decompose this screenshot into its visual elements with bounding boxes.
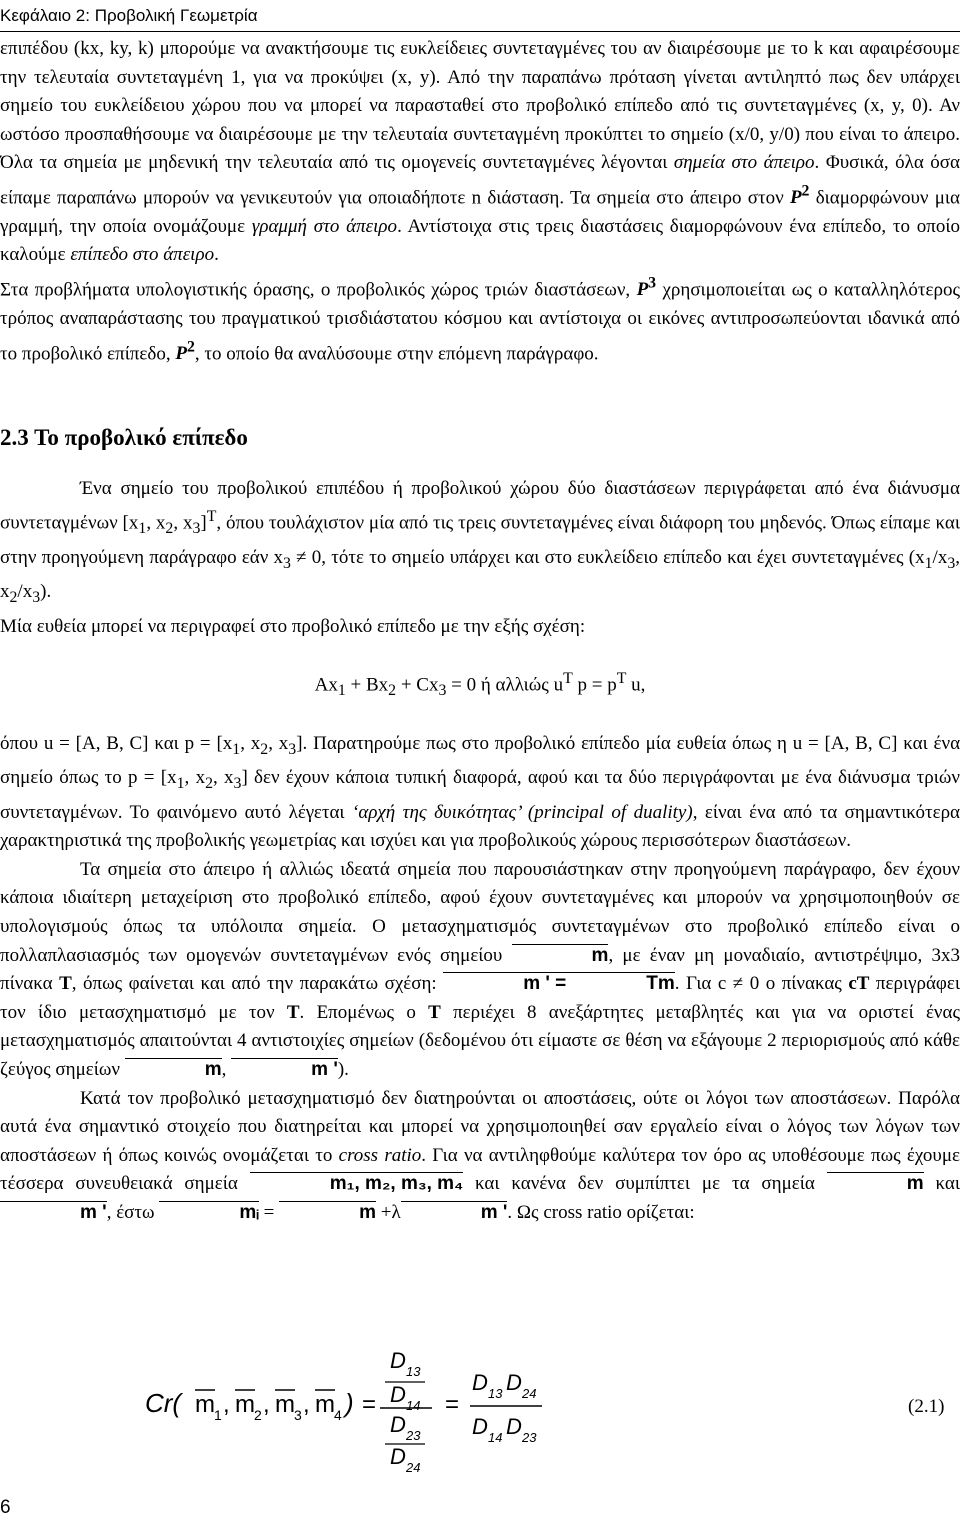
formula-args — [195, 1390, 342, 1423]
text: χρησιμοποιείται ως ο καταλληλότερος τρόπος αναπαράστασης του πραγματικού τρισδιάστατου κόσμου και αντίστοιχα οι εικόνες αντιπροσωπεύονται ιδανικά από το προβολικό επίπεδο, — [0, 279, 960, 364]
arg-m4: m — [315, 1391, 335, 1418]
transform-equation: m ' = Tm — [443, 973, 675, 994]
paragraph-3: Ένα σημείο του προβολικού επιπέδου ή προβολικού χώρου δύο διαστάσεων περιγράφεται από ένα διάνυσμα συντεταγμένων [$x_1$, $x_2$, $x_3]^T$, όπου τουλάχιστον μία από τις τρεις συντεταγμένες είναι διάφορη του μηδενός. Όπως είπαμε και στην προηγούμενη παράγραφο εάν $x_3 \ne 0$, τότε το σημείο υπάρχει και στο ευκλείδειο επίπεδο και έχει συντεταγμένες ($x_1/x_3$, $x_2/x_3$). — [0, 477, 960, 607]
svg-text:=: = — [362, 1391, 377, 1418]
D23: D — [390, 1412, 406, 1437]
svg-text:,: , — [303, 1391, 310, 1418]
D24-sub: 24 — [522, 1386, 537, 1401]
paragraph-6: Τα σημεία στο άπειρο ή αλλιώς ιδεατά σημεία που παρουσιάστηκαν στην προηγούμενη παράγραφο, δεν έχουν κάποια ιδιαίτερη μεταχείριση στο προβολικό επίπεδο, αφού έχουν συντεταγμένες και μπορούν να χρησιμοποιηθούν σε υπολογισμούς όπως τα υπόλοιπα σημεία. Ο μετασχηματισμός συντεταγμένων στο προβολικό επίπεδο είναι ο πολλαπλασιασμός των ομογενών συντεταγμένων ενός σημείου m, με έναν μη μοναδιαίο, αντιστρέψιμο, 3x3 πίνακα T, όπως φαίνεται και από την παρακάτω σχέση: m ' = Tm. Για c ≠ 0 ο πίνακας cT περιγράφει τον ίδιο μετασχηματισμό με τον T. Επομένως ο T περιέχει 8 ανεξάρτητες μεταβλητές και για να οριστεί ένας μετασχηματισμός απαιτούνται 4 αντιστοιχίες σημείων (δεδομένου ότι είμαστε σε θέση να εξάγουμε 2 περιορισμούς από κάθε ζεύγος σημείων m, m '). — [0, 856, 960, 1085]
D13-sub: 13 — [488, 1386, 503, 1401]
D23: D — [506, 1414, 522, 1439]
D14-sub: 14 — [488, 1430, 503, 1445]
superscript: 2 — [801, 182, 810, 200]
header-rule — [0, 31, 960, 32]
symbol-P: P — [175, 342, 187, 364]
D24-sub: 24 — [406, 1460, 421, 1475]
cross-ratio-formula — [0, 1340, 960, 1475]
text: επιπέδου (kx, ky, k) μπορούμε να ανακτήσουμε τις ευκλείδειες συντεταγμένες του αν διαιρέσουμε με το k και αφαιρέσουμε την τελευταία συντεταγμένη 1, για να προκύψει (x, y). Από την παραπάνω πρόταση γίνεται αντιληπτό πως δεν υπάρχει σημείο του ευκλείδειου χώρου που να μπορεί να παρασταθεί στο προβολικό επίπεδο από τις συντεταγμένες (x, y, 0). Αν ωστόσο προσπαθήσουμε να διαιρέσουμε με την τελευταία συντεταγμένη προκύπτει το σημείο (x/0, y/0) που είναι το άπειρο. Όλα τα σημεία με μηδενική την τελευταία από τις ομογενείς συντεταγμένες λέγονται — [0, 38, 960, 174]
paragraph-5: όπου u = [A, B, C] και $p = [x_1$, $x_2$, $x_3$]. Παρατηρούμε πως στο προβολικό επίπεδο μία ευθεία όπως η u = [A, B, C] και ένα σημείο όπως το $p = [x_1$, $x_2$, $x_3$] δεν έχουν κάποια τυπική διαφορά, αφού και τα δύο περιγράφονται με ένα διάνυσμα τριών συντεταγμένων. Το φαινόμενο αυτό λέγεται ‘αρχή της δυικότητας’ (principal of duality), είναι ένα από τα σημαντικότερα χαρακτηριστικά της προβολικής γεωμετρίας και ισχύει και για προβολικούς χώρους περισσότερων διαστάσεων. — [0, 732, 960, 852]
term-duality: ‘αρχή της δυικότητας’ (principal of duality) — [352, 801, 693, 823]
vector-m-prime: m ' — [231, 1056, 338, 1085]
matrix-cT: cT — [848, 973, 870, 995]
arg-m3: m — [275, 1391, 295, 1418]
arg-m1: m — [195, 1391, 215, 1418]
formula-cr: Cr( — [145, 1388, 182, 1418]
formula-close-paren: ) — [345, 1388, 354, 1418]
D23-sub: 23 — [522, 1430, 537, 1445]
vector-m: m — [827, 1170, 924, 1199]
D24: D — [506, 1370, 522, 1395]
term-line-at-infinity: γραμμή στο άπειρο — [251, 215, 398, 237]
arg-m2: m — [235, 1391, 255, 1418]
term-points-at-infinity: σημεία στο άπειρο — [673, 152, 815, 174]
vector-m: m — [279, 1199, 376, 1228]
superscript: 2 — [186, 338, 195, 356]
text: Στα προβλήματα υπολογιστικής όρασης, ο προβολικός χώρος τριών διαστάσεων, — [0, 279, 637, 301]
superscript: 3 — [648, 275, 657, 293]
section-title: Το προβολικό επίπεδο — [34, 424, 248, 450]
matrix-T: T — [59, 973, 72, 995]
arg-sub-3: 3 — [294, 1407, 302, 1423]
page-number: 6 — [0, 1497, 11, 1518]
paragraph-2 — [0, 270, 960, 368]
matrix-T: T — [428, 1001, 441, 1023]
text: . — [214, 244, 219, 266]
page-body — [0, 35, 960, 1228]
term-cross-ratio: cross ratio — [338, 1144, 422, 1166]
term-plane-at-infinity: επίπεδο στο άπειρο — [70, 244, 215, 266]
text: , το οποίο θα αναλύσουμε στην επόμενη παράγραφο. — [194, 342, 599, 364]
paragraph-4: Μία ευθεία μπορεί να περιγραφεί στο προβολικό επίπεδο με την εξής σχέση: — [0, 615, 586, 637]
paragraph-1 — [0, 35, 960, 270]
D14: D — [472, 1414, 488, 1439]
equation-number: (2.1) — [908, 1396, 945, 1417]
vector-m-prime: m ' — [0, 1199, 107, 1228]
compound-fraction — [380, 1348, 432, 1475]
arg-sub-4: 4 — [334, 1407, 342, 1423]
paragraph-7: Κατά τον προβολικό μετασχηματισμό δεν διατηρούνται οι αποστάσεις, ούτε οι λόγοι των αποστάσεων. Παρόλα αυτά ένα σημαντικό στοιχείο που διατηρείται και μπορεί να χρησιμοποιηθεί σαν εργαλείο είναι ο λόγος των λόγων των αποστάσεων ή όπως κοινώς ονομάζεται το cross ratio. Για να αντιληφθούμε καλύτερα τον όρο ας υποθέσουμε πως έχουμε τέσσερα συνευθειακά σημεία m₁, m₂, m₃, m₄ και κανένα δεν συμπίπτει με τα σημεία m και m ', έστω mᵢ = m +λ m '. Ως cross ratio ορίζεται: — [0, 1085, 960, 1228]
symbol-P: P — [636, 279, 649, 301]
D23-sub: 23 — [406, 1428, 421, 1443]
symbol-P: P — [789, 187, 802, 209]
running-header: Κεφάλαιο 2: Προβολική Γεωμετρία — [0, 6, 258, 25]
vector-m: m — [512, 942, 609, 971]
arg-sub-1: 1 — [214, 1407, 222, 1423]
svg-text:,: , — [223, 1391, 230, 1418]
vector-m: m — [125, 1056, 222, 1085]
D13: D — [472, 1370, 488, 1395]
points-m1-m4: m₁, m₂, m₃, m₄ — [250, 1170, 463, 1199]
arg-sub-2: 2 — [254, 1407, 262, 1423]
svg-text:,: , — [263, 1391, 270, 1418]
equation-line: $Ax_1 + Bx_2 + Cx_3 = 0$ ή αλλιώς $u^T$ $p = p^T$ u, — [314, 670, 646, 700]
svg-text:=: = — [445, 1391, 460, 1418]
matrix-T: T — [286, 1001, 300, 1023]
D13: D — [390, 1348, 406, 1373]
section-number: 2.3 — [0, 424, 29, 450]
text: . Αντίστοιχα στις τρεις διαστάσεις διαμορφώνουν ένα επίπεδο, το οποίο καλούμε — [0, 215, 960, 266]
D14-sub: 14 — [406, 1398, 421, 1413]
D13-sub: 13 — [406, 1364, 421, 1379]
vector-mi: mᵢ — [159, 1199, 259, 1228]
simple-fraction — [470, 1370, 542, 1445]
D14: D — [390, 1382, 406, 1407]
text: διαμορφώνουν μια γραμμή, την οποία ονομάζουμε — [0, 187, 960, 237]
vector-m-prime: m ' — [401, 1199, 508, 1228]
section-heading — [0, 421, 960, 455]
D24: D — [390, 1444, 406, 1469]
text: . Φυσικά, όλα όσα είπαμε παραπάνω μπορούν να γενικευτούν για οποιαδήποτε n διάσταση. Τα σημεία στο άπειρο στον — [0, 152, 960, 209]
